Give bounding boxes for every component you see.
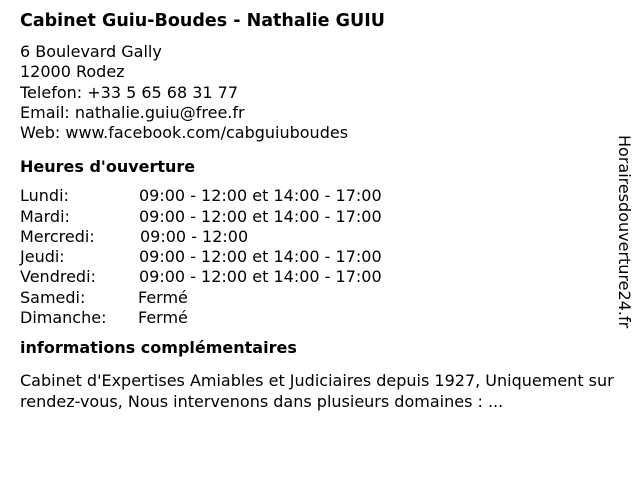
opening-hours-table <box>20 186 600 327</box>
additional-info-heading: informations complémentaires <box>20 337 297 357</box>
hours-row-friday <box>20 267 600 287</box>
website-line[interactable]: Web: www.facebook.com/cabguiuboudes <box>20 123 349 143</box>
business-card <box>20 10 614 413</box>
hours-value: 09:00 - 12:00 et 14:00 - 17:00 <box>139 267 382 287</box>
day-label: Samedi: <box>20 287 86 307</box>
hours-value: 09:00 - 12:00 <box>140 226 249 246</box>
day-label: Jeudi: <box>20 247 65 267</box>
hours-value: 09:00 - 12:00 et 14:00 - 17:00 <box>139 186 382 206</box>
address-line-city: 12000 Rodez <box>20 62 125 82</box>
hours-value: 09:00 - 12:00 et 14:00 - 17:00 <box>139 247 382 267</box>
day-label: Lundi: <box>20 186 69 206</box>
hours-row-thursday <box>20 247 600 267</box>
hours-value: 09:00 - 12:00 et 14:00 - 17:00 <box>139 206 382 226</box>
day-label: Vendredi: <box>20 267 96 287</box>
hours-value: Fermé <box>138 287 188 307</box>
hours-row-wednesday <box>20 227 600 247</box>
hours-row-saturday <box>20 288 600 308</box>
email-line[interactable]: Email: nathalie.guiu@free.fr <box>20 102 245 122</box>
day-label: Mardi: <box>20 206 70 226</box>
day-label: Mercredi: <box>20 226 95 246</box>
address-line-street: 6 Boulevard Gally <box>20 42 162 61</box>
hours-row-monday <box>20 186 600 206</box>
site-watermark: Horairesdouverture24.fr <box>615 135 634 329</box>
contact-block <box>20 42 600 143</box>
additional-info-text: Cabinet d'Expertises Amiables et Judiciaires depuis 1927, Uniquement sur rendez-vous, Nous intervenons dans plusieurs domaines : ... <box>20 370 614 412</box>
business-title: Cabinet Guiu-Boudes - Nathalie GUIU <box>20 11 385 31</box>
phone-line[interactable]: Telefon: +33 5 65 68 31 77 <box>20 82 239 102</box>
hours-value: Fermé <box>138 307 188 327</box>
day-label: Dimanche: <box>20 307 107 327</box>
hours-row-tuesday <box>20 207 600 227</box>
opening-hours-heading: Heures d'ouverture <box>20 157 196 177</box>
hours-row-sunday <box>20 308 600 328</box>
